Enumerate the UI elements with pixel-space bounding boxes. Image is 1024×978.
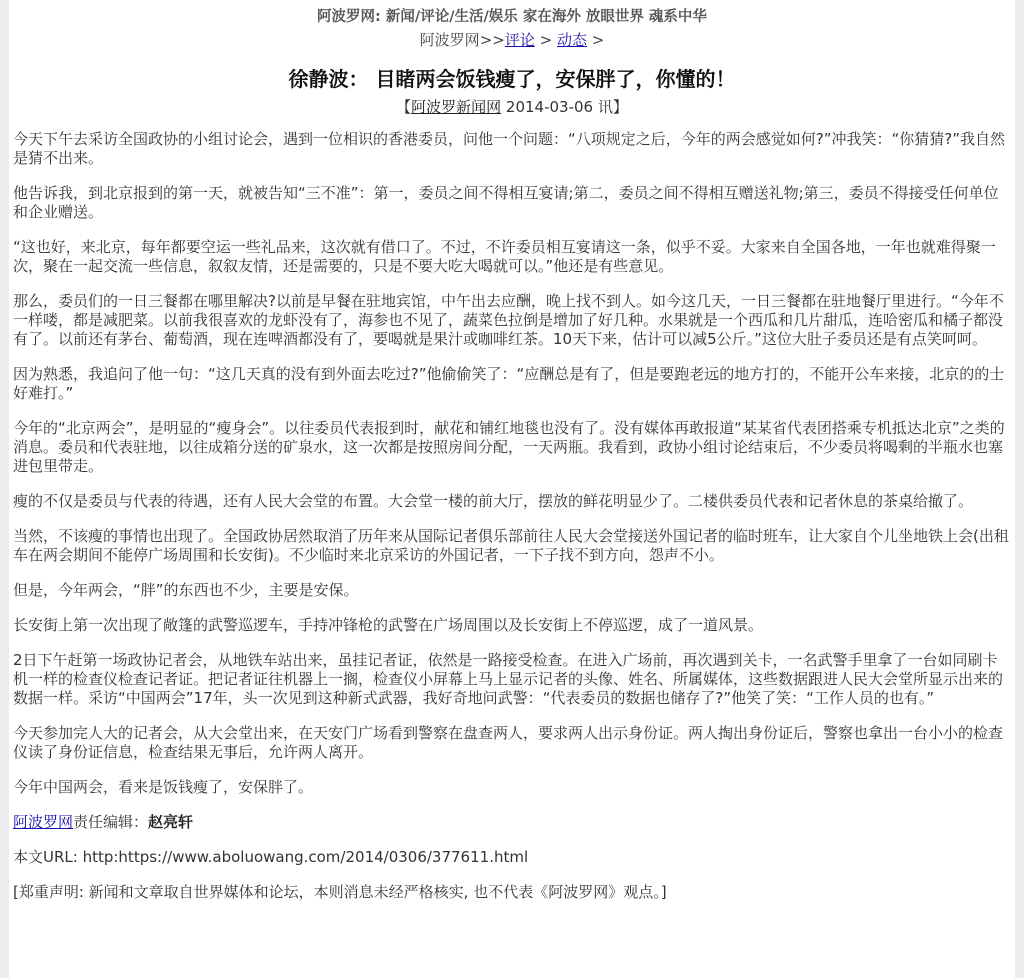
disclaimer: [郑重声明: 新闻和文章取自世界媒体和论坛，本则消息未经严格核实, 也不代表《阿波罗网》观点。] xyxy=(13,883,667,901)
article-paragraph: 今天下午去采访全国政协的小组讨论会，遇到一位相识的香港委员，问他一个问题：“八项规定之后，今年的两会感觉如何?”冲我笑：“你猜猜?”我自然是猜不出来。 xyxy=(13,130,1006,167)
article-paragraph: 瘦的不仅是委员与代表的待遇，还有人民大会堂的布置。大会堂一楼的前大厅，摆放的鲜花明显少了。二楼供委员代表和记者休息的茶桌给撤了。 xyxy=(13,492,974,510)
breadcrumb xyxy=(13,28,1011,52)
article-date: 2014-03-06 讯】 xyxy=(501,98,628,116)
breadcrumb-separator: >> xyxy=(479,31,505,49)
article-title: 徐静波： 目睹两会饭钱瘦了，安保胖了，你懂的！ xyxy=(288,67,736,91)
site-tagline: 阿波罗网: 新闻/评论/生活/娱乐 家在海外 放眼世界 魂系中华 xyxy=(317,9,707,25)
breadcrumb-link-commentary[interactable]: 评论 xyxy=(504,31,535,49)
editor-site-link[interactable]: 阿波罗网 xyxy=(13,813,74,831)
article-paragraph: 那么，委员们的一日三餐都在哪里解决?以前是早餐在驻地宾馆，中午出去应酬，晚上找不到人。如今这几天，一日三餐都在驻地餐厅里进行。“今年不一样喽，都是减肥菜。以前我很喜欢的龙虾没有了，海参也不见了，蔬菜色拉倒是增加了好几种。水果就是一个西瓜和几片甜瓜，连哈密瓜和橘子都没有了。以前还有茅台、葡萄酒，现在连啤酒都没有了，要喝就是果汁或咖啡红茶。10天下来，估计可以减5公斤。”这位大肚子委员还是有点笑呵呵。 xyxy=(13,292,1004,348)
article-paragraph: 今年的“北京两会”，是明显的“瘦身会”。以往委员代表报到时，献花和铺红地毯也没有了。没有媒体再敢报道“某某省代表团搭乘专机抵达北京”之类的消息。委员和代表驻地，以往成箱分送的矿泉水，这一次都是按照房间分配，一天两瓶。我看到，政协小组讨论结束后，不少委员将喝剩的半瓶水也塞进包里带走。 xyxy=(13,419,1005,475)
article-paragraph: “这也好，来北京，每年都要空运一些礼品来，这次就有借口了。不过，不许委员相互宴请这一条，似乎不妥。大家来自全国各地，一年也就难得聚一次，聚在一起交流一些信息，叙叙友情，还是需要的，只是不要大吃大喝就可以。”他还是有些意见。 xyxy=(13,238,996,275)
breadcrumb-separator: > xyxy=(534,31,557,49)
article-paragraph: 他告诉我，到北京报到的第一天，就被告知“三不准”：第一，委员之间不得相互宴请;第二，委员之间不得相互赠送礼物;第三，委员不得接受任何单位和企业赠送。 xyxy=(13,184,999,221)
breadcrumb-home: 阿波罗网 xyxy=(419,31,480,49)
article-paragraph: 长安街上第一次出现了敞篷的武警巡逻车，手持冲锋枪的武警在广场周围以及长安街上不停巡逻，成了一道风景。 xyxy=(13,616,764,634)
article-paragraph: 今天参加完人大的记者会，从大会堂出来，在天安门广场看到警察在盘查两人，要求两人出示身份证。两人掏出身份证后，警察也拿出一台小小的检查仪读了身份证信息，检查结果无事后，允许两人离开。 xyxy=(13,724,1004,761)
article-body xyxy=(13,130,1011,902)
dateline-bracket: 【 xyxy=(396,98,412,116)
page-container xyxy=(9,0,1015,978)
article-paragraph: 今年中国两会，看来是饭钱瘦了，安保胖了。 xyxy=(13,778,314,796)
article-paragraph: 因为熟悉，我追问了他一句：“这几天真的没有到外面去吃过?”他偷偷笑了：“应酬总是有了，但是要跑老远的地方打的，不能开公车来接，北京的的士好难打。” xyxy=(13,365,1005,402)
article-dateline xyxy=(13,96,1011,118)
article-paragraph: 但是，今年两会，“胖”的东西也不少，主要是安保。 xyxy=(13,581,359,599)
source-link[interactable]: 阿波罗新闻网 xyxy=(411,98,502,116)
article-url: 本文URL: http:https://www.aboluowang.com/2014/0306/377611.html xyxy=(13,848,529,866)
breadcrumb-link-news[interactable]: 动态 xyxy=(556,31,587,49)
breadcrumb-separator: > xyxy=(586,31,605,49)
article-paragraph: 当然，不该瘦的事情也出现了。全国政协居然取消了历年来从国际记者俱乐部前往人民大会堂接送外国记者的临时班车，让大家自个儿坐地铁上会(出租车在两会期间不能停广场周围和长安街)。不少临时来北京采访的外国记者，一下子找不到方向，怨声不小。 xyxy=(13,527,1009,564)
editor-name: 赵亮轩 xyxy=(148,813,194,831)
editor-line xyxy=(13,813,1011,832)
article-paragraph: 2日下午赶第一场政协记者会，从地铁车站出来，虽挂记者证，依然是一路接受检查。在进入广场前，再次遇到关卡，一名武警手里拿了一台如同刷卡机一样的检查仪检查记者证。把记者证往机器上一搁，检查仪小屏幕上马上显示记者的头像、姓名、所属媒体，这些数据跟进人民大会堂所显示出来的数据一样。采访“中国两会”17年，头一次见到这种新式武器，我好奇地问武警：“代表委员的数据也储存了?”他笑了笑：“工作人员的也有。” xyxy=(13,651,1004,707)
editor-label: 责任编辑： xyxy=(73,813,149,831)
